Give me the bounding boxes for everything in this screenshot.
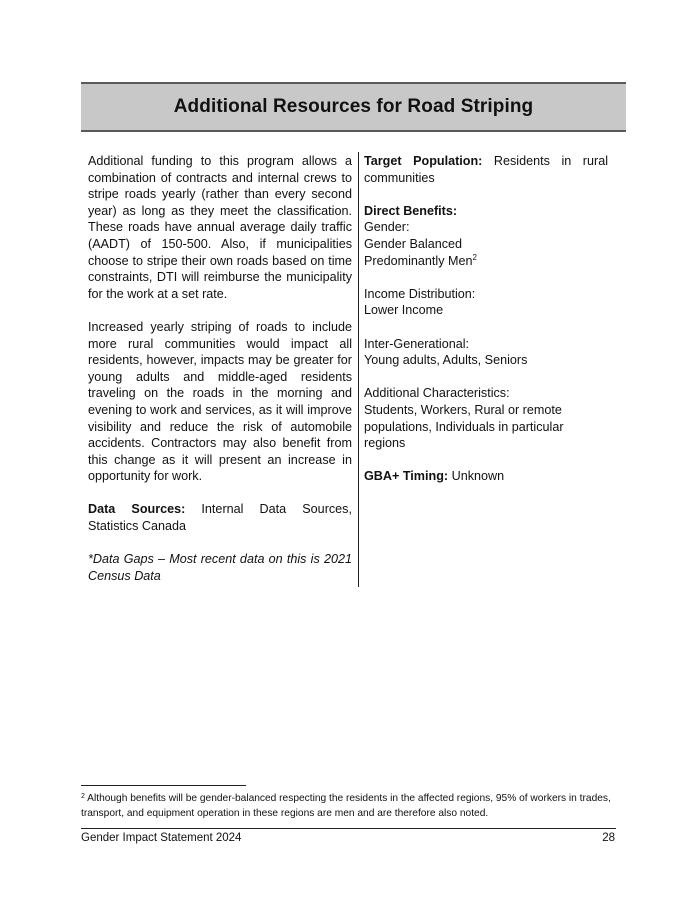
intergen-label: Inter-Generational: — [364, 336, 470, 351]
gba-value: Unknown — [448, 469, 505, 484]
additional-value: Students, Workers, Rural or remote populations, Individuals in particular regions — [364, 402, 564, 451]
footnote-reference: 2 — [472, 252, 477, 262]
target-population — [364, 153, 608, 186]
left-column — [88, 153, 352, 601]
column-divider — [358, 152, 359, 587]
gba-label: GBA+ Timing: — [364, 469, 449, 484]
footer-page-number: 28 — [602, 832, 615, 844]
income-label: Income Distribution: — [364, 286, 476, 301]
direct-benefits — [364, 203, 608, 269]
income-value: Lower Income — [364, 303, 444, 318]
title-banner — [81, 82, 626, 132]
gender-value-men: Predominantly Men — [364, 253, 473, 268]
data-sources-label: Data Sources: — [88, 502, 186, 517]
inter-generational — [364, 336, 608, 369]
footnote-text: Although benefits will be gender-balanced respecting the residents in the affected regions, 95% of workers in trades, transport, and equipment operation in these regions are men and are therefore also noted. — [81, 793, 611, 819]
gender-value-balanced: Gender Balanced — [364, 236, 463, 251]
footnote — [81, 791, 611, 821]
gender-label: Gender: — [364, 220, 410, 235]
description-paragraph-1: Additional funding to this program allows a combination of contracts and internal crews to stripe roads yearly (rather than every second year) as long as they meet the classification. These roads have annual average daily traffic (AADT) of 150-500. Also, if municipalities choose to stripe their own roads based on time constraints, DTI will reimburse the municipality for the work at a set rate. — [88, 154, 352, 301]
footnote-marker: 2 — [81, 793, 85, 800]
direct-benefits-label: Direct Benefits: — [364, 203, 458, 218]
footer-document-title: Gender Impact Statement 2024 — [81, 832, 242, 844]
right-column — [364, 153, 608, 501]
page-title: Additional Resources for Road Striping — [173, 96, 534, 117]
data-sources-value: Internal Data Sources, Statistics Canada — [88, 502, 352, 534]
gba-timing — [364, 468, 608, 485]
footnote-separator — [81, 785, 246, 786]
data-gaps-note: *Data Gaps – Most recent data on this is 2021 Census Data — [88, 552, 352, 583]
data-sources — [88, 501, 352, 534]
target-population-value: Residents in rural communities — [364, 154, 608, 185]
intergen-value: Young adults, Adults, Seniors — [364, 353, 528, 368]
income-distribution — [364, 286, 608, 319]
description-paragraph-2: Increased yearly striping of roads to include more rural communities would impact all residents, however, impacts may be greater for young adults and middle-aged residents traveling on the roads in the morning and evening to work and services, as it will improve visibility and reduce the risk of automobile accidents. Contractors may also benefit from this change as it will present an increase in opportunity for work. — [88, 319, 352, 484]
additional-label: Additional Characteristics: — [364, 386, 510, 401]
footer-separator — [81, 828, 616, 829]
target-population-label: Target Population: — [364, 154, 483, 168]
additional-characteristics — [364, 385, 608, 451]
